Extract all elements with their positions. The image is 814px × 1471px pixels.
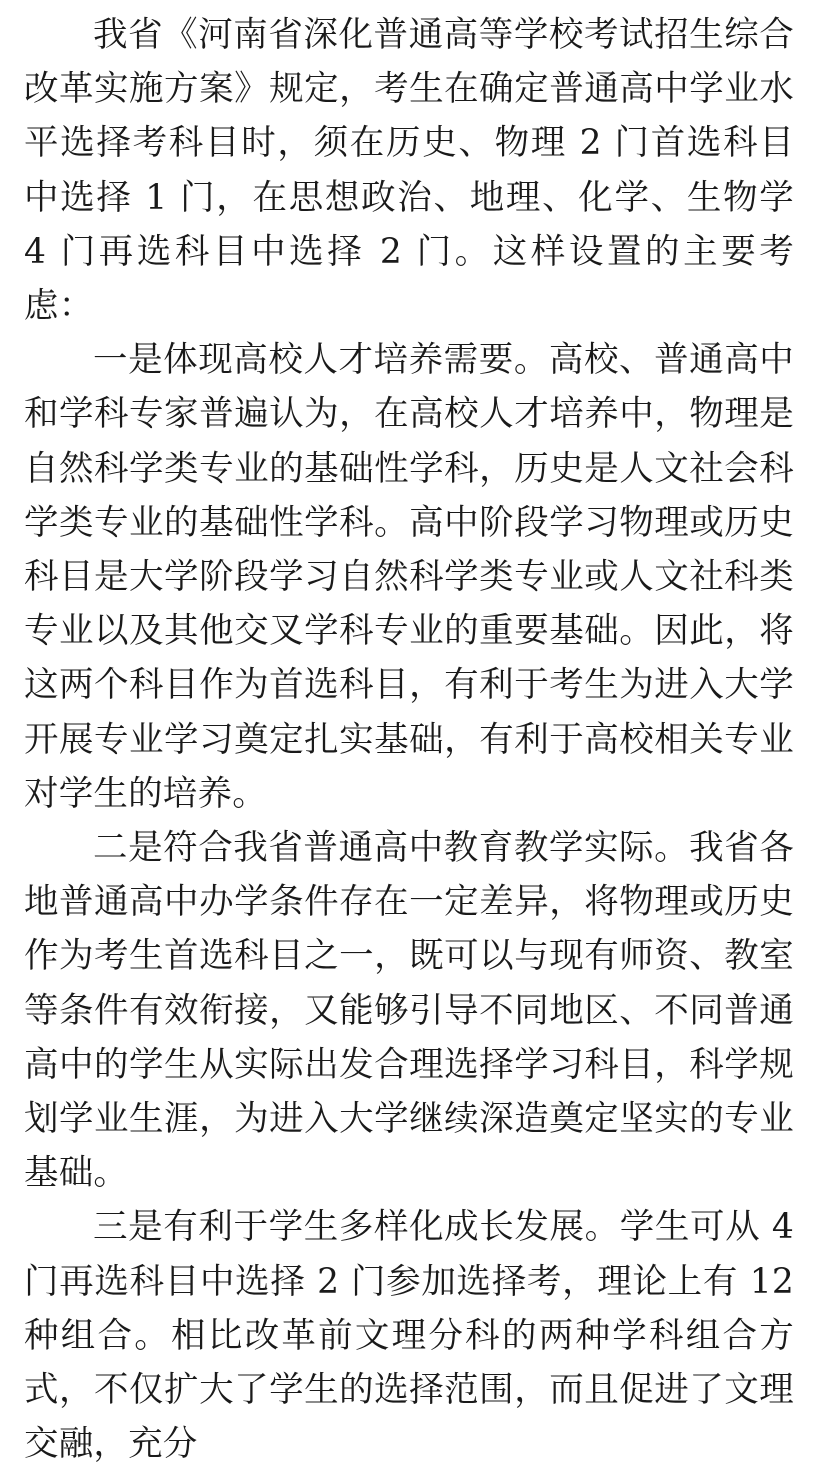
paragraph-intro: 我省《河南省深化普通高等学校考试招生综合改革实施方案》规定，考生在确定普通高中学业水平选择考科目时，须在历史、物理 2 门首选科目中选择 1 门，在思想政治、地理、化学、生物学 4 门再选科目中选择 2 门。这样设置的主要考虑： bbox=[24, 15, 794, 327]
paragraph-point-three: 三是有利于学生多样化成长发展。学生可从 4 门再选科目中选择 2 门参加选择考，理论上有 12 种组合。相比改革前文理分科的两种学科组合方式，不仅扩大了学生的选择范围，而且促进了文理交融，充分 bbox=[24, 1207, 794, 1465]
paragraph-point-one: 一是体现高校人才培养需要。高校、普通高中和学科专家普遍认为，在高校人才培养中，物理是自然科学类专业的基础性学科，历史是人文社会科学类专业的基础性学科。高中阶段学习物理或历史科目是大学阶段学习自然科学类专业或人文社科类专业以及其他交叉学科专业的重要基础。因此，将这两个科目作为首选科目，有利于考生为进入大学开展专业学习奠定扎实基础，有利于高校相关专业对学生的培养。 bbox=[24, 340, 794, 814]
paragraph-point-two: 二是符合我省普通高中教育教学实际。我省各地普通高中办学条件存在一定差异，将物理或历史作为考生首选科目之一，既可以与现有师资、教室等条件有效衔接，又能够引导不同地区、不同普通高中的学生从实际出发合理选择学习科目，科学规划学业生涯，为进入大学继续深造奠定坚实的专业基础。 bbox=[24, 828, 794, 1194]
document-page bbox=[24, 8, 794, 1471]
